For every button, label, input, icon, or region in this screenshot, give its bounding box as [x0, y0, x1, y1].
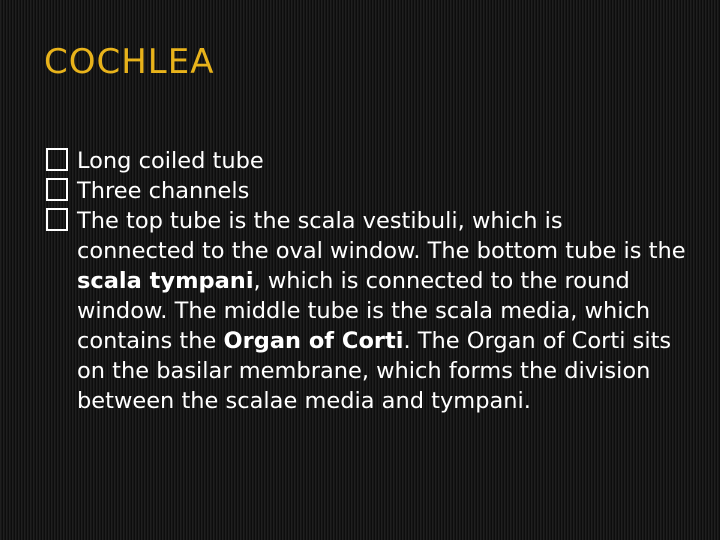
- bullet-item: [46, 176, 686, 206]
- bold-term-organ-of-corti: Organ of Corti: [223, 328, 404, 354]
- bullet-text-part: . The Organ of Corti sits on the basilar membrane, which forms the division between the scalae media and tympani.: [77, 328, 672, 414]
- bold-term-scala-tympani: scala tympani: [77, 268, 254, 294]
- bullet-glyph-icon: [46, 208, 68, 231]
- bullet-item: [46, 206, 686, 416]
- bullet-text-part: , which is connected to the round window. The middle tube is the scala media, which contains the: [77, 268, 651, 354]
- bullet-text-part: The top tube is the scala vestibuli, which is connected to the oval window. The bottom tube is the: [77, 208, 686, 264]
- slide-title: COCHLEA: [44, 42, 215, 82]
- bullet-glyph-icon: [46, 178, 68, 201]
- bullet-item: [46, 146, 686, 176]
- bullet-text: Three channels: [77, 178, 250, 204]
- bullet-glyph-icon: [46, 148, 68, 171]
- bullet-text: Long coiled tube: [77, 148, 264, 174]
- bullet-list: [46, 146, 686, 416]
